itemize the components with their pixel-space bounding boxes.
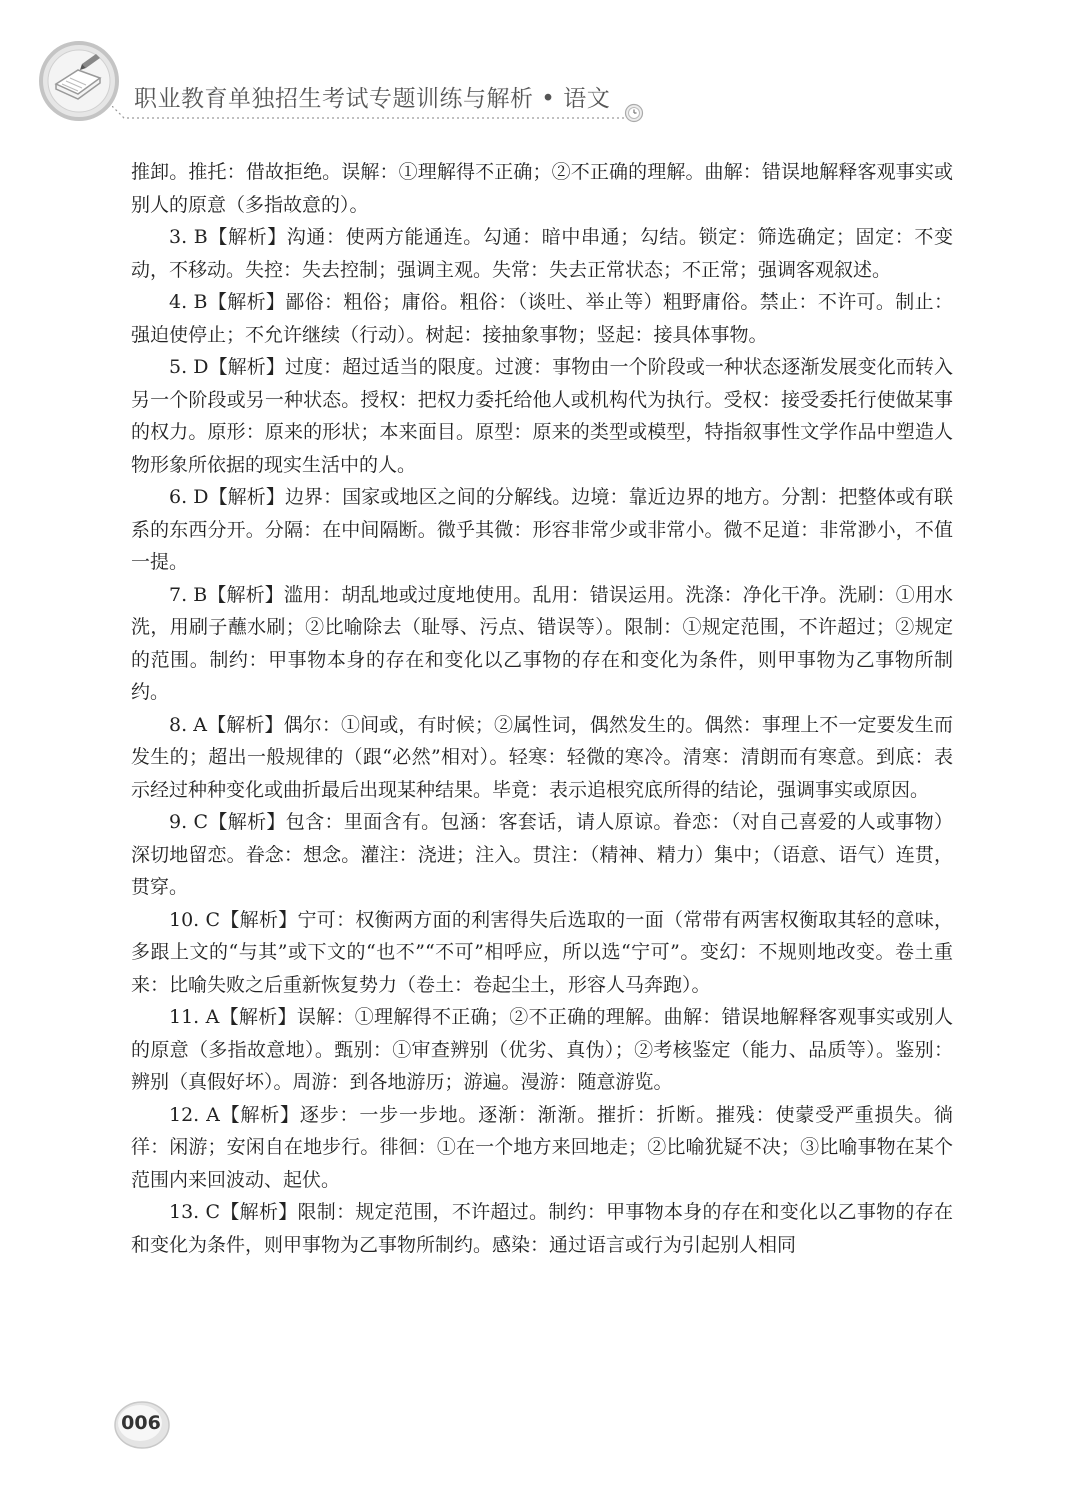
answer-13: 13. C【解析】限制：规定范围，不许超过。制约：甲事物本身的存在和变化以乙事物的存在和变化为条件，则甲事物为乙事物所制约。感染：通过语言或行为引起别人相同 xyxy=(131,1201,953,1256)
answer-10: 10. C【解析】宁可：权衡两方面的利害得失后选取的一面（常带有两害权衡取其轻的意味，多跟上文的“与其”或下文的“也不”“不可”相呼应，所以选“宁可”。变幻：不规则地改变。卷土重来：比喻失败之后重新恢复势力（卷土：卷起尘土，形容人马奔跑）。 xyxy=(131,908,953,996)
answer-9: 9. C【解析】包含：里面含有。包涵：客套话，请人原谅。眷恋：（对自己喜爱的人或事物）深切地留恋。眷念：想念。灌注：浇进；注入。贯注：（精神、精力）集中；（语意、语气）连贯，贯穿。 xyxy=(131,811,953,898)
header-dotted-line xyxy=(112,106,632,120)
answer-8: 8. A【解析】偶尔：①间或，有时候；②属性词，偶然发生的。偶然：事理上不一定要发生而发生的；超出一般规律的（跟“必然”相对）。轻寒：轻微的寒冷。清寒：清朗而有寒意。到底：表示经过种种变化或曲折最后出现某种结果。毕竟：表示追根究底所得的结论，强调事实或原因。 xyxy=(131,713,953,801)
answer-7: 7. B【解析】滥用：胡乱地或过度地使用。乱用：错误运用。洗涤：净化干净。洗刷：①用水洗，用刷子蘸水刷；②比喻除去（耻辱、污点、错误等）。限制：①规定范围，不许超过；②规定的范围。制约：甲事物本身的存在和变化以乙事物的存在和变化为条件，则甲事物为乙事物所制约。 xyxy=(131,583,953,703)
answer-explanations xyxy=(131,156,953,1261)
answer-11: 11. A【解析】误解：①理解得不正确；②不正确的理解。曲解：错误地解释客观事实或别人的原意（多指故意地）。甄别：①审查辨别（优劣、真伪）；②考核鉴定（能力、品质等）。鉴别：辨别（真假好坏）。周游：到各地游历；游遍。漫游：随意游览。 xyxy=(131,1006,953,1093)
answer-3: 3. B【解析】沟通：使两方能通连。勾通：暗中串通；勾结。锁定：筛选确定；固定：不变动，不移动。失控：失去控制；强调主观。失常：失去正常状态；不正常；强调客观叙述。 xyxy=(131,226,953,281)
header-title: 职业教育单独招生考试专题训练与解析 • 语文 xyxy=(134,86,611,112)
clock-icon xyxy=(624,103,644,123)
answer-6: 6. D【解析】边界：国家或地区之间的分解线。边境：靠近边界的地方。分割：把整体或有联系的东西分开。分隔：在中间隔断。微乎其微：形容非常少或非常小。微不足道：非常渺小，不值一提。 xyxy=(131,486,953,573)
paragraph-continuation: 推卸。推托：借故拒绝。误解：①理解得不正确；②不正确的理解。曲解：错误地解释客观事实或别人的原意（多指故意的）。 xyxy=(131,161,953,216)
page-number: 006 xyxy=(121,1412,161,1434)
book-pencil-icon xyxy=(38,40,120,122)
answer-5: 5. D【解析】过度：超过适当的限度。过渡：事物由一个阶段或一种状态逐渐发展变化而转入另一个阶段或另一种状态。授权：把权力委托给他人或机构代为执行。受权：接受委托行使做某事的权力。原形：原来的形状；本来面目。原型：原来的类型或模型，特指叙事性文学作品中塑造人物形象所依据的现实生活中的人。 xyxy=(131,356,953,476)
answer-4: 4. B【解析】鄙俗：粗俗；庸俗。粗俗：（谈吐、举止等）粗野庸俗。禁止：不许可。制止：强迫使停止；不允许继续（行动）。树起：接抽象事物；竖起：接具体事物。 xyxy=(131,291,953,346)
answer-12: 12. A【解析】逐步：一步一步地。逐渐：渐渐。摧折：折断。摧残：使蒙受严重损失。徜徉：闲游；安闲自在地步行。徘徊：①在一个地方来回地走；②比喻犹疑不决；③比喻事物在某个范围内来回波动、起伏。 xyxy=(131,1103,953,1191)
page-header xyxy=(0,0,1082,140)
